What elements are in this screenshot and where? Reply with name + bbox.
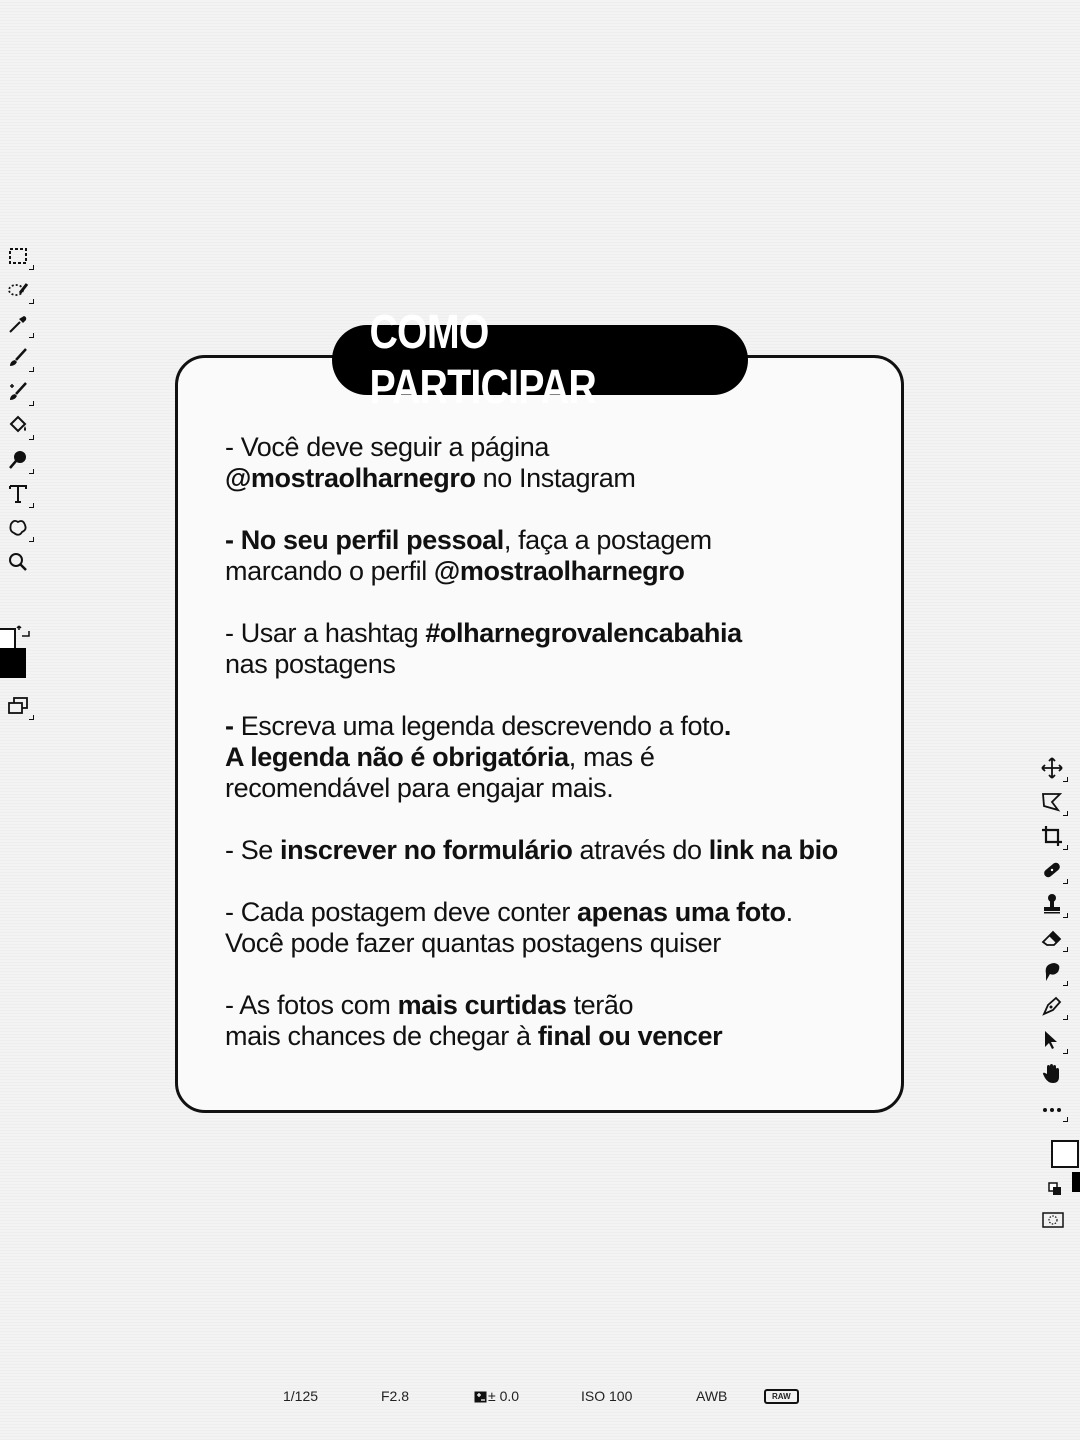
white-balance: AWB [696,1388,728,1404]
default-colors-icon[interactable] [1048,1182,1062,1196]
rule-text-bold: - [225,711,241,741]
rule-text-bold: apenas uma foto [577,897,786,927]
more-icon[interactable] [1040,1096,1068,1124]
iso: ISO 100 [581,1388,633,1404]
rule-text-bold: A legenda não é obrigatória [225,742,569,772]
rule-text-bold: final ou vencer [537,1021,723,1051]
rule-text: terão [566,990,634,1020]
rule-text-bold: @mostraolharnegro [225,463,476,493]
rule-text-bold: inscrever no formulário [280,835,573,865]
rule-text-bold: - No seu perfil pessoal [225,525,504,555]
rule-text: - Usar a hashtag [225,618,426,648]
screen-mode-icon[interactable] [6,694,34,722]
raw-badge: RAW [764,1389,799,1404]
camera-status-bar [0,1388,1080,1408]
zoom-icon[interactable] [6,550,34,578]
smudge-icon[interactable] [6,448,34,476]
move-icon[interactable] [1040,756,1068,784]
hand-icon[interactable] [1040,1062,1068,1090]
rule-text: - Você deve seguir a página [225,432,549,462]
title-pill [332,306,748,414]
shutter-speed: 1/125 [283,1388,319,1404]
page-title: COMO PARTICIPAR [369,306,596,414]
rule-text-bold: . [723,711,731,741]
rule-item [225,897,875,959]
rule-text: mais chances de chegar à [225,1021,538,1051]
marquee-icon[interactable] [6,244,34,272]
rule-text: Você pode fazer quantas postagens quiser [225,928,721,958]
pen-icon[interactable] [1040,994,1068,1022]
lasso-brush-icon[interactable] [6,278,34,306]
swap-colors-icon[interactable] [16,624,32,640]
exposure-value: ± 0.0 [488,1388,520,1404]
rule-text-bold: mais curtidas [397,990,567,1020]
stamp-icon[interactable] [1040,892,1068,920]
rule-item [225,525,875,587]
rule-text: - Se [225,835,281,865]
shape-icon[interactable] [6,516,34,544]
rule-item [225,432,875,494]
rule-text: , mas é [568,742,655,772]
brush-icon[interactable] [6,346,34,374]
select-icon[interactable] [1040,1028,1068,1056]
rule-text: através do [572,835,709,865]
bandage-icon[interactable] [1040,858,1068,886]
rule-text: Escreva uma legenda descrevendo a foto [240,711,724,741]
rule-text-bold: @mostraolharnegro [433,556,685,586]
rule-text: - Cada postagem deve conter [225,897,578,927]
paint-bucket-icon[interactable] [6,414,34,442]
crop-icon[interactable] [1040,824,1068,852]
rule-text-bold: link na bio [708,835,838,865]
eraser-icon[interactable] [1040,926,1068,954]
background-color-swatch[interactable] [0,648,26,678]
healing-brush-icon[interactable] [6,380,34,408]
aperture: F2.8 [381,1388,410,1404]
eyedropper-icon[interactable] [6,312,34,340]
blur-icon[interactable] [1040,960,1068,988]
rule-text-bold: #olharnegrovalencabahia [425,618,742,648]
rule-text: , faça a postagem [503,525,712,555]
transform-icon[interactable] [1040,790,1068,818]
exposure-icon [474,1390,488,1402]
background-color-swatch-right[interactable] [1072,1172,1080,1192]
foreground-color-swatch-right[interactable] [1051,1140,1079,1168]
rule-text: - As fotos com [225,990,398,1020]
rule-item [225,990,875,1052]
rule-item [225,835,875,866]
rule-text: recomendável para engajar mais. [225,773,614,803]
rules-list [225,432,875,1083]
rule-item [225,618,875,680]
rule-text: nas postagens [225,649,396,679]
rule-item [225,711,875,804]
rule-text: . [785,897,793,927]
rule-text: marcando o perfil [225,556,434,586]
rule-text: no Instagram [475,463,636,493]
quick-mask-icon[interactable] [1042,1211,1064,1229]
type-icon[interactable] [6,482,34,510]
